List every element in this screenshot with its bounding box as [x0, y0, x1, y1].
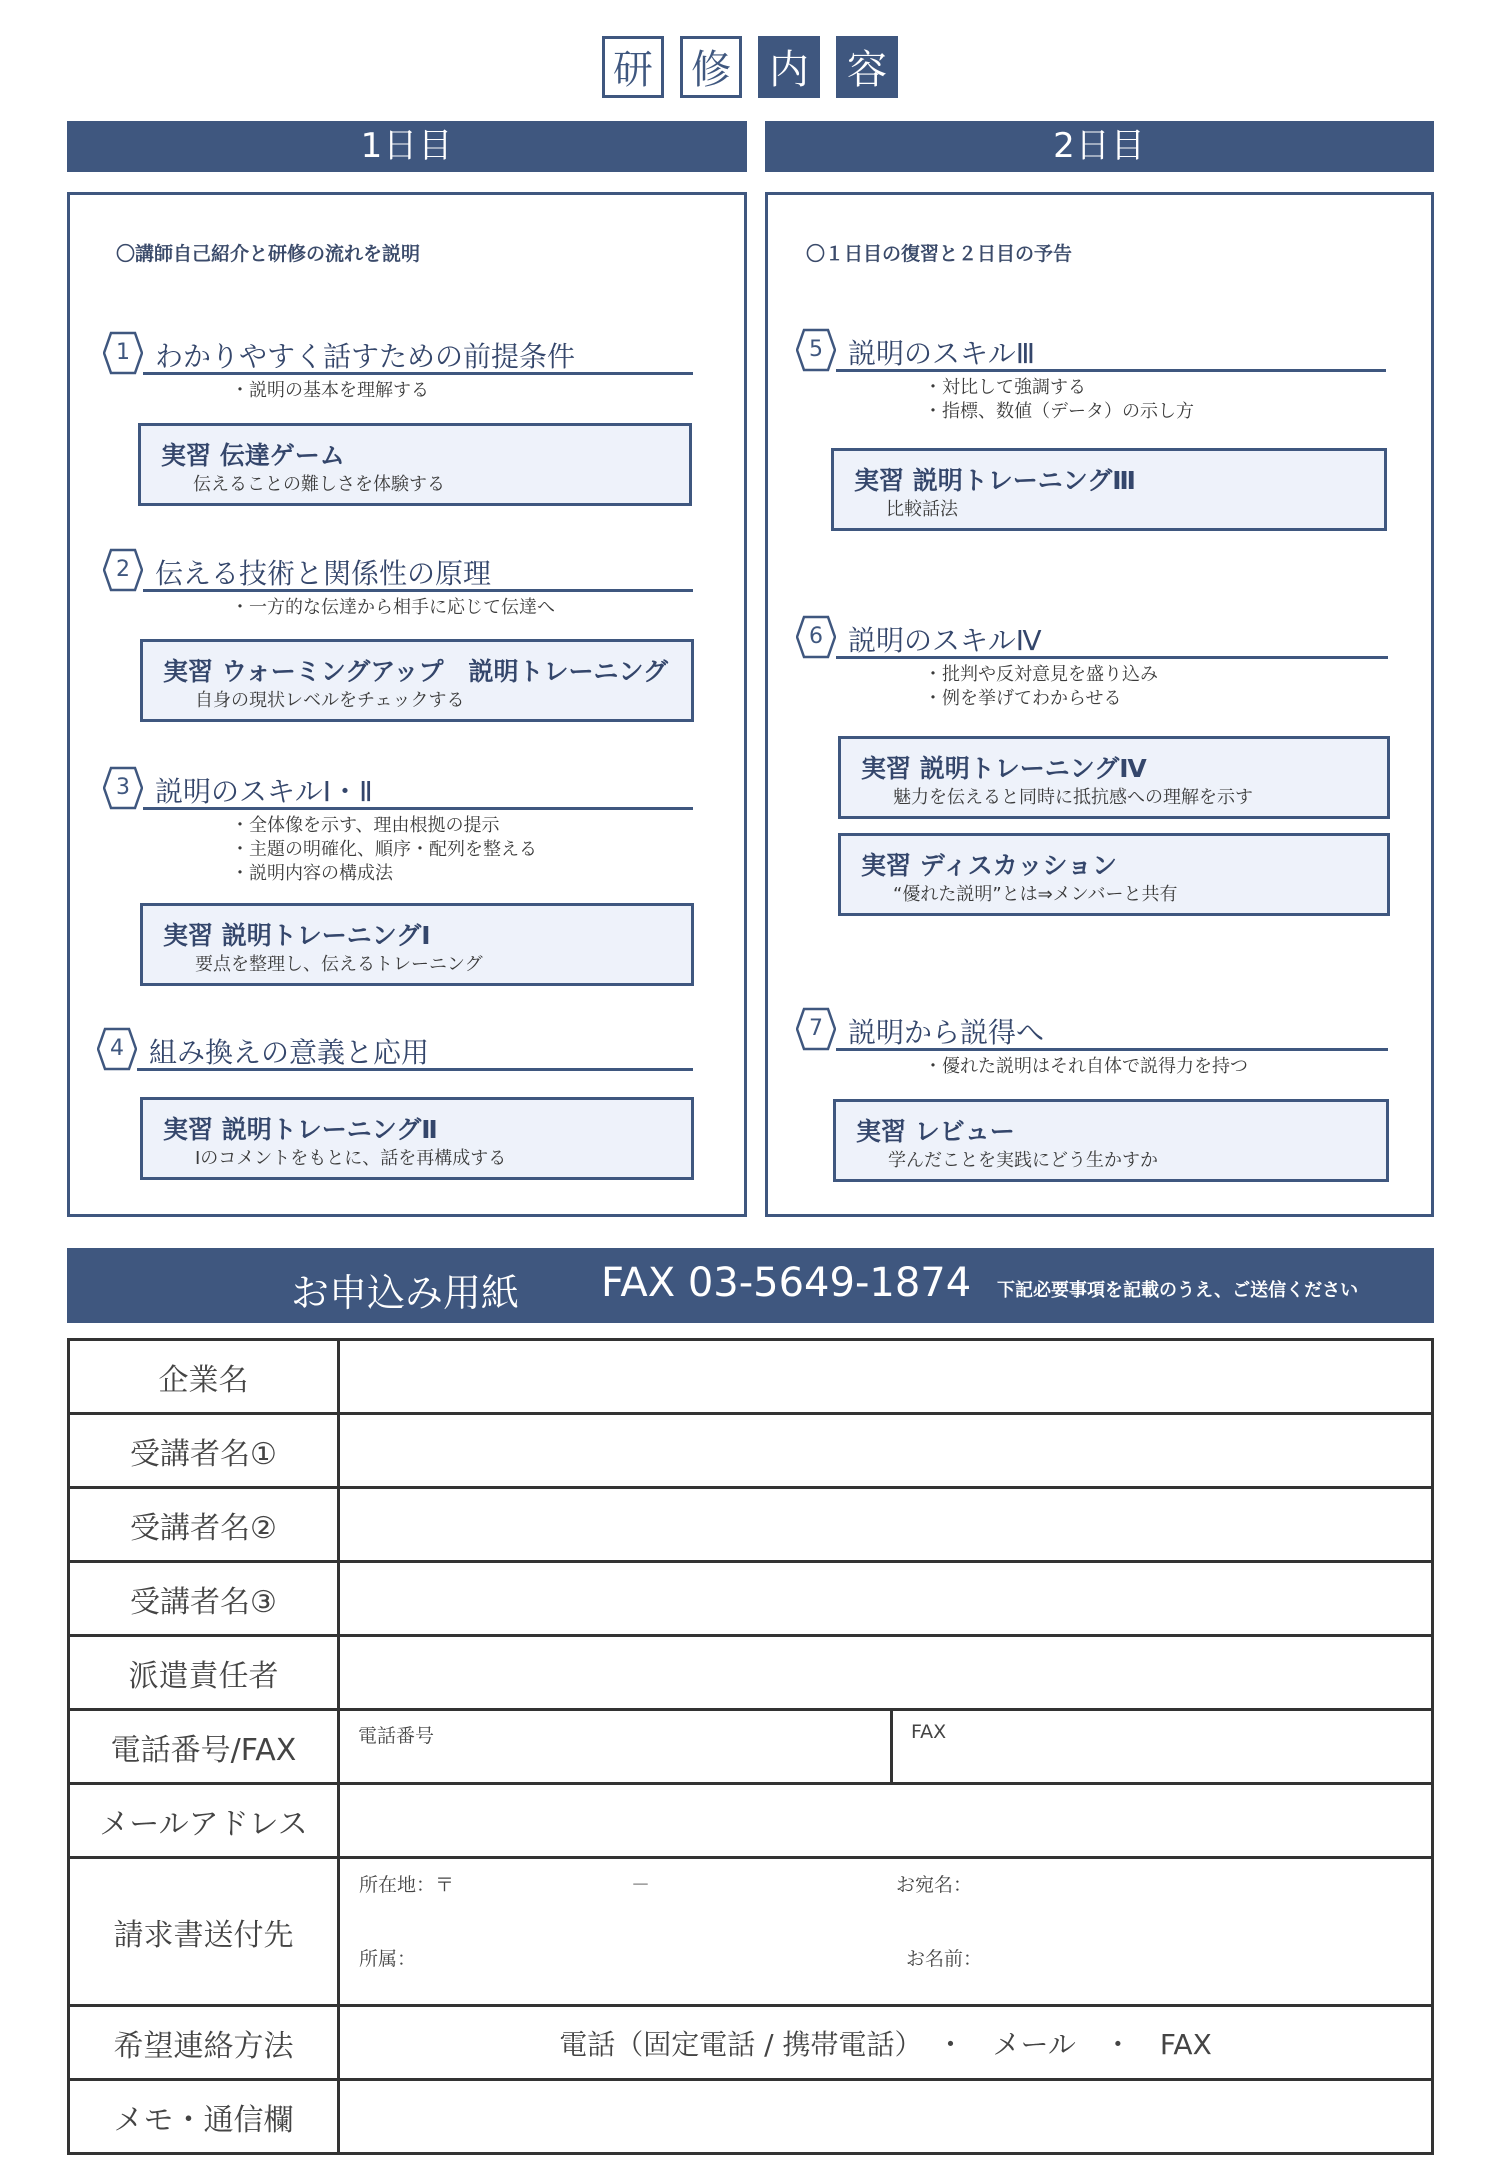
- day2-header: 2日目: [765, 121, 1434, 172]
- bullet: ・対比して強調する: [924, 377, 1086, 398]
- application-form-table: [67, 1338, 1434, 2155]
- section-title: 説明のスキルⅢ: [848, 337, 1036, 370]
- practice-box: [140, 639, 694, 722]
- practice-title: 実習 伝達ゲーム: [161, 441, 345, 470]
- section-number-badge: 2: [103, 548, 143, 592]
- practice-title: 実習 説明トレーニングⅣ: [861, 754, 1147, 783]
- affiliation-label: 所属：: [359, 1948, 417, 1970]
- field-label: 派遣責任者: [69, 1636, 339, 1710]
- section-number-badge: 1: [103, 331, 143, 375]
- practice-box: [831, 448, 1387, 531]
- fax-number: FAX 03-5649-1874: [601, 1260, 972, 1306]
- form-row-invoice: [69, 1858, 1433, 2006]
- practice-title: 実習 ディスカッション: [861, 851, 1117, 880]
- contact-method-options[interactable]: 電話（固定電話 / 携帯電話） ・ メール ・ FAX: [339, 2006, 1433, 2080]
- application-form-header: [67, 1248, 1434, 1323]
- section-1: [103, 331, 693, 403]
- practice-box: [838, 736, 1390, 819]
- form-row-company: [69, 1340, 1433, 1414]
- section-number-badge: 6: [796, 615, 836, 659]
- section-title: 説明のスキルⅣ: [848, 624, 1042, 657]
- section-6: [796, 615, 1388, 711]
- section-number-badge: 5: [796, 328, 836, 372]
- field-label: 受講者名②: [69, 1488, 339, 1562]
- title-char: 内: [758, 36, 820, 98]
- bullet: ・説明の基本を理解する: [231, 380, 429, 401]
- practice-box: [138, 423, 692, 506]
- section-3: [103, 766, 693, 886]
- bullet: ・一方的な伝達から相手に応じて伝達へ: [231, 597, 555, 618]
- form-row-dispatch: [69, 1636, 1433, 1710]
- section-underline: [143, 807, 693, 810]
- bullet: ・説明内容の構成法: [231, 863, 393, 884]
- practice-desc: 魅力を伝えると同時に抵抗感への理解を示す: [893, 787, 1253, 808]
- practice-desc: 伝えることの難しさを体験する: [193, 474, 445, 495]
- section-2: [103, 548, 693, 620]
- form-row-email: [69, 1784, 1433, 1858]
- title-char: 修: [680, 36, 742, 98]
- field-label: メールアドレス: [69, 1784, 339, 1858]
- addressee-label: お宛名：: [896, 1874, 973, 1896]
- practice-title: 実習 説明トレーニングⅢ: [854, 466, 1136, 495]
- field-label: メモ・通信欄: [69, 2080, 339, 2154]
- section-underline: [137, 1068, 693, 1071]
- field-label: 請求書送付先: [69, 1858, 339, 2006]
- field-label: 受講者名①: [69, 1414, 339, 1488]
- section-title: わかりやすく話すための前提条件: [155, 340, 576, 373]
- name-label: お名前：: [906, 1948, 983, 1970]
- practice-desc: 学んだことを実践にどう生かすか: [888, 1150, 1158, 1171]
- form-note: 下記必要事項を記載のうえ、ご送信ください: [997, 1280, 1359, 1301]
- form-row-phone-fax: [69, 1710, 1433, 1784]
- practice-desc: Ⅰのコメントをもとに、話を再構成する: [195, 1148, 507, 1169]
- section-number-badge: 7: [796, 1007, 836, 1051]
- practice-desc: 要点を整理し、伝えるトレーニング: [195, 954, 483, 975]
- trainee2-input[interactable]: [339, 1488, 1433, 1562]
- postal-dash: －: [631, 1874, 651, 1896]
- practice-desc: “優れた説明”とは⇒メンバーと共有: [893, 884, 1178, 905]
- bullet: ・指標、数値（データ）の示し方: [924, 401, 1194, 422]
- section-title: 伝える技術と関係性の原理: [155, 557, 492, 590]
- section-underline: [836, 369, 1386, 372]
- practice-title: 実習 説明トレーニングⅡ: [163, 1115, 438, 1144]
- practice-title: 実習 説明トレーニングⅠ: [163, 921, 431, 950]
- day2-intro: 〇１日目の復習と２日目の予告: [806, 243, 1073, 265]
- day1-column: [67, 192, 747, 1217]
- dispatch-manager-input[interactable]: [339, 1636, 1433, 1710]
- section-4: [97, 1027, 693, 1071]
- phone-sublabel: 電話番号: [358, 1725, 435, 1747]
- section-number-badge: 3: [103, 766, 143, 810]
- field-label: 希望連絡方法: [69, 2006, 339, 2080]
- practice-title: 実習 レビュー: [856, 1117, 1015, 1146]
- form-title: お申込み用紙: [291, 1271, 520, 1315]
- trainee1-input[interactable]: [339, 1414, 1433, 1488]
- form-row-trainee2: [69, 1488, 1433, 1562]
- section-title: 説明のスキルⅠ・Ⅱ: [155, 775, 373, 808]
- phone-input[interactable]: [339, 1710, 892, 1784]
- page-title: [0, 36, 1500, 98]
- day1-header: 1日目: [67, 121, 747, 172]
- day2-column: [765, 192, 1434, 1217]
- practice-box: [140, 903, 694, 986]
- memo-input[interactable]: [339, 2080, 1433, 2154]
- practice-desc: 自身の現状レベルをチェックする: [195, 690, 465, 711]
- practice-desc: 比較話法: [886, 499, 958, 520]
- section-7: [796, 1007, 1388, 1079]
- section-title: 説明から説得へ: [848, 1016, 1045, 1049]
- bullet: ・例を挙げてわからせる: [924, 688, 1122, 709]
- form-row-trainee3: [69, 1562, 1433, 1636]
- form-row-contact-method: [69, 2006, 1433, 2080]
- invoice-address-input[interactable]: [339, 1858, 1433, 2006]
- day1-intro: 〇講師自己紹介と研修の流れを説明: [116, 243, 421, 265]
- email-input[interactable]: [339, 1784, 1433, 1858]
- fax-sublabel: FAX: [911, 1721, 947, 1743]
- field-label: 受講者名③: [69, 1562, 339, 1636]
- title-char: 容: [836, 36, 898, 98]
- section-underline: [143, 589, 693, 592]
- bullet: ・批判や反対意見を盛り込み: [924, 664, 1158, 685]
- section-title: 組み換えの意義と応用: [149, 1036, 430, 1069]
- title-char: 研: [602, 36, 664, 98]
- section-underline: [143, 372, 693, 375]
- practice-title: 実習 ウォーミングアップ 説明トレーニング: [163, 657, 668, 686]
- bullet: ・優れた説明はそれ自体で説得力を持つ: [924, 1056, 1248, 1077]
- trainee3-input[interactable]: [339, 1562, 1433, 1636]
- bullet: ・全体像を示す、理由根拠の提示: [231, 815, 500, 836]
- practice-box: [838, 833, 1390, 916]
- practice-box: [140, 1097, 694, 1180]
- fax-input[interactable]: [892, 1710, 1433, 1784]
- bullet: ・主題の明確化、順序・配列を整える: [231, 839, 537, 860]
- form-row-trainee1: [69, 1414, 1433, 1488]
- section-underline: [836, 656, 1388, 659]
- address-label: 所在地：〒: [359, 1874, 455, 1896]
- section-5: [796, 328, 1386, 424]
- field-label: 企業名: [69, 1340, 339, 1414]
- section-underline: [836, 1048, 1388, 1051]
- company-input[interactable]: [339, 1340, 1433, 1414]
- section-number-badge: 4: [97, 1027, 137, 1071]
- form-row-memo: [69, 2080, 1433, 2154]
- practice-box: [833, 1099, 1389, 1182]
- field-label: 電話番号/FAX: [69, 1710, 339, 1784]
